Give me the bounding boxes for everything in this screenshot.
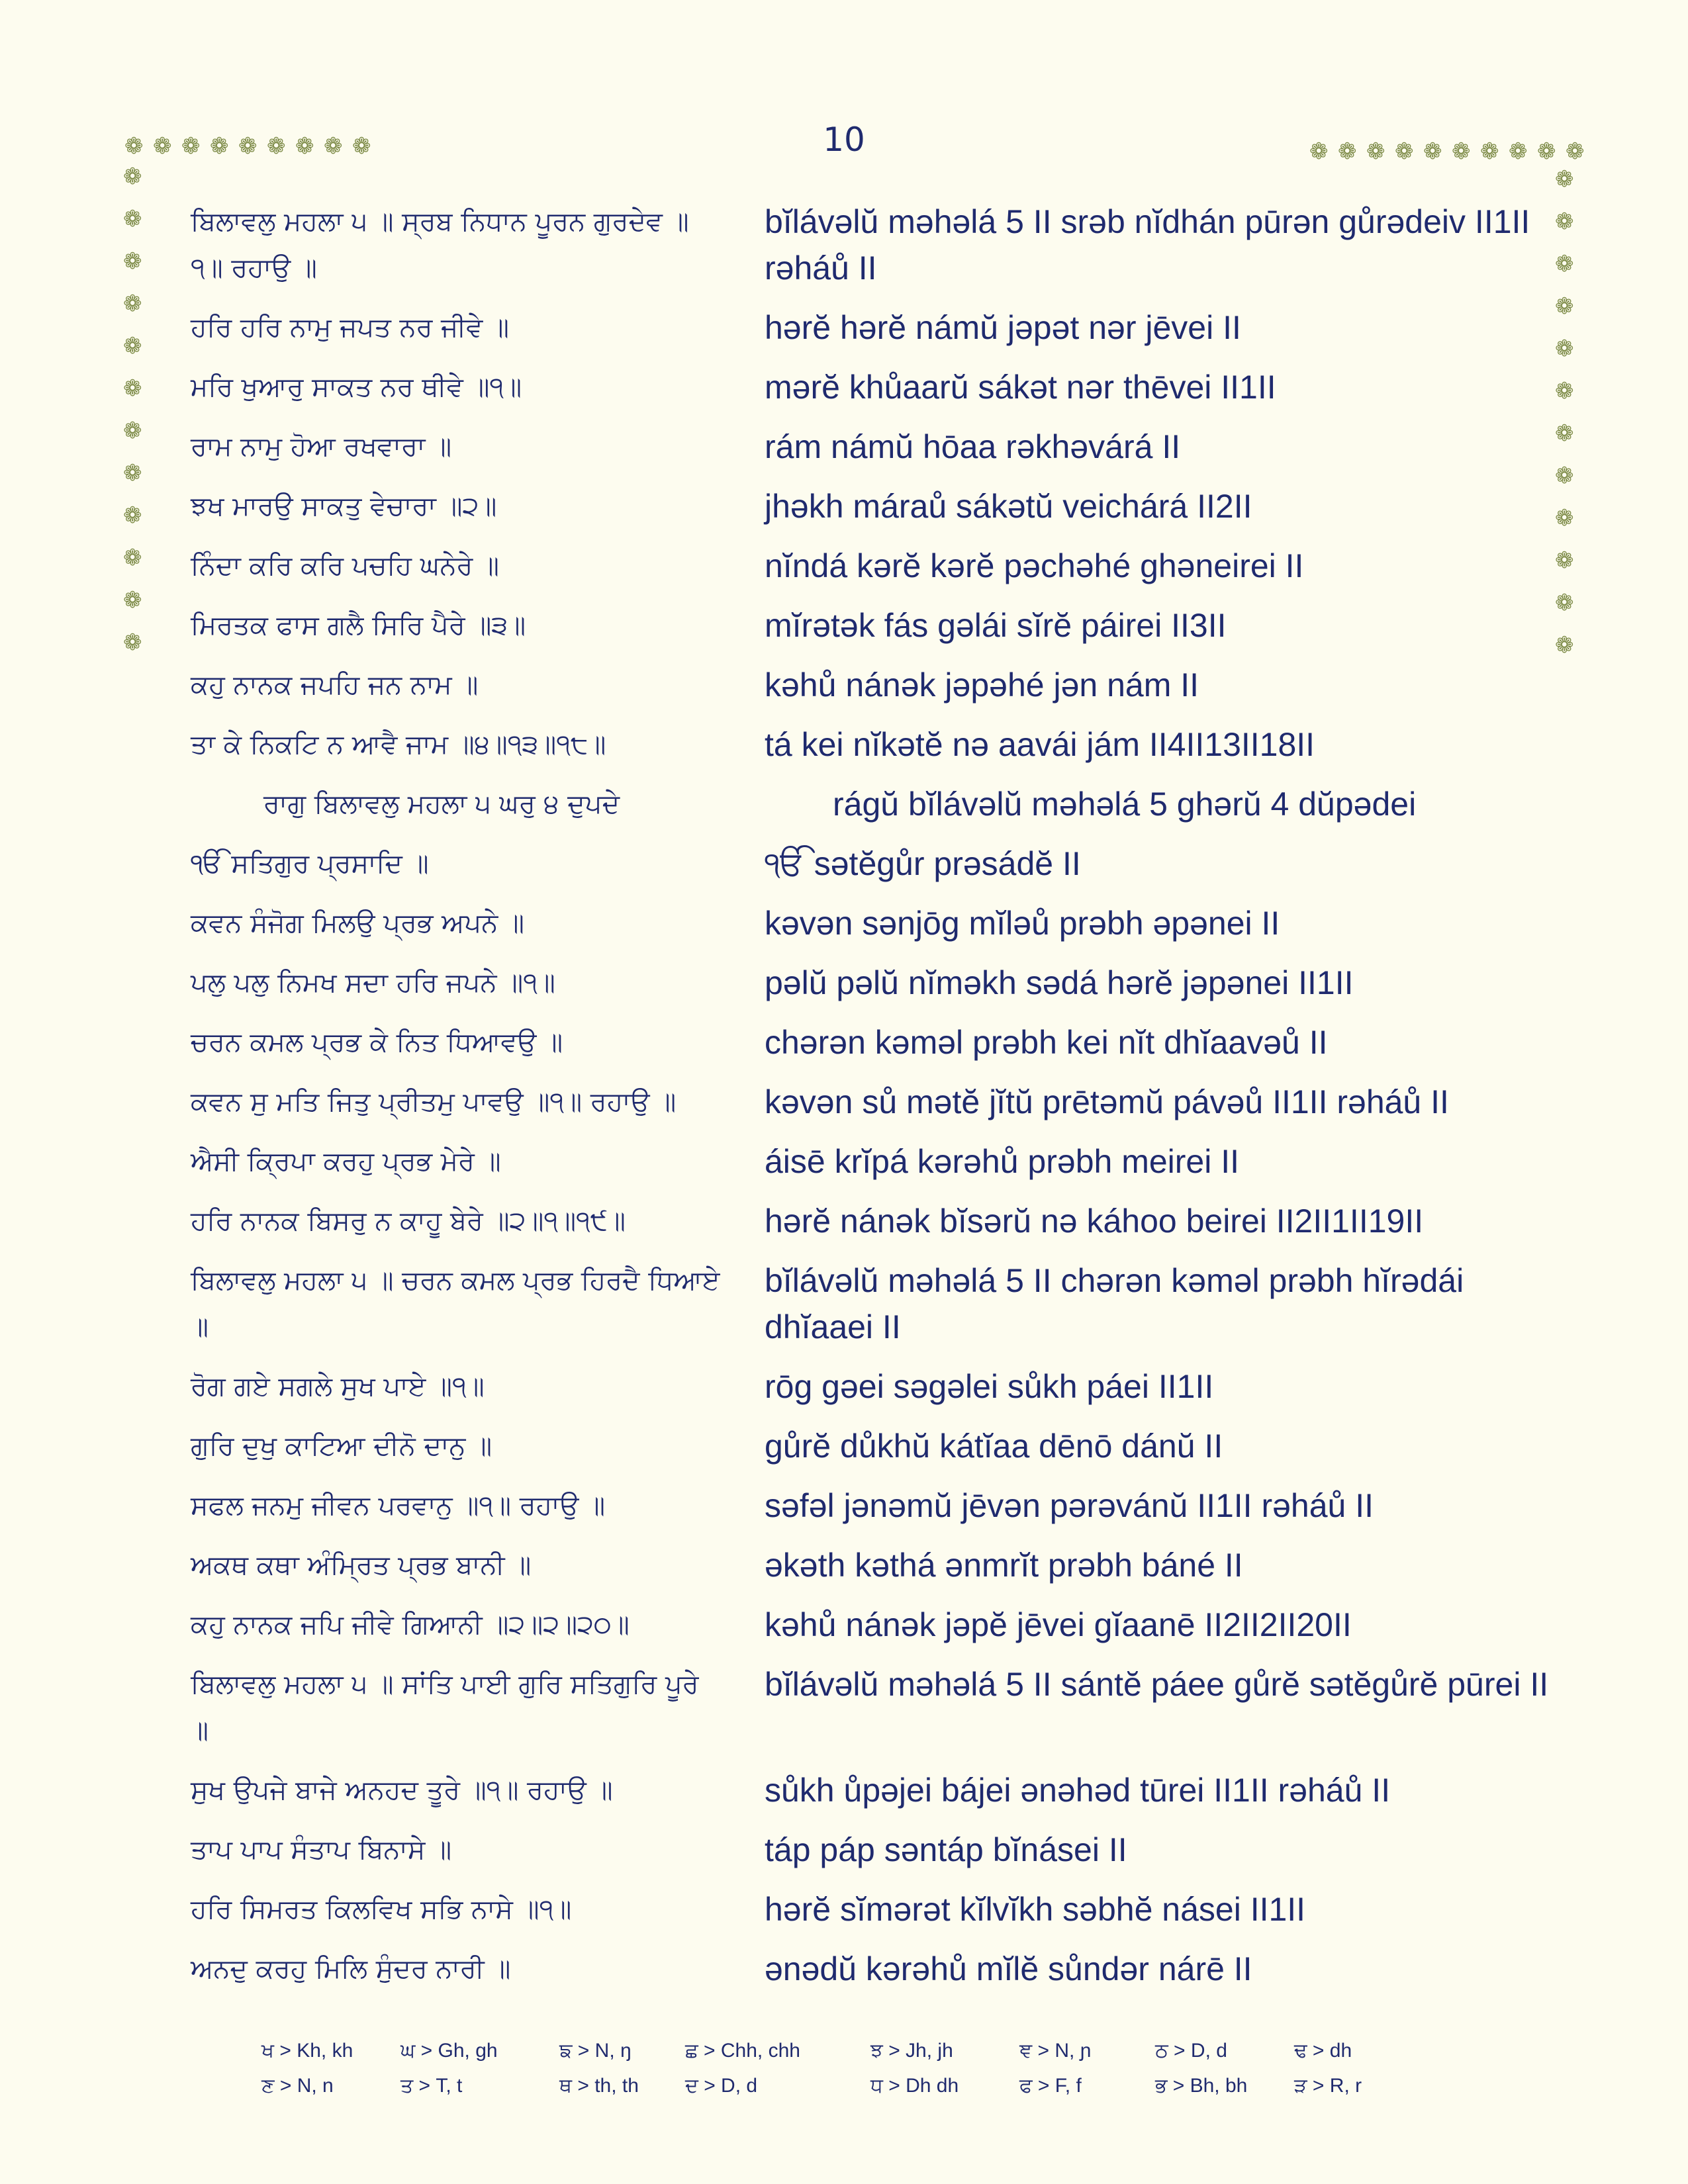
transliteration-text: mərĕ khůaarŭ sákət nər thēvei II1II bbox=[765, 369, 1276, 406]
key-entry: ਖ > Kh, kh bbox=[261, 2040, 353, 2062]
flower-icon: ❁ bbox=[1338, 138, 1357, 165]
gurmukhi-text: ਕਵਨ ਸੰਜੋਗ ਮਿਲਉ ਪ੍ਰਭ ਅਪਨੇ ॥ bbox=[191, 908, 524, 938]
key-entry: ਠ > D, d bbox=[1155, 2040, 1227, 2062]
flower-icon: ❁ bbox=[1555, 251, 1574, 277]
transliteration-text: hərĕ sĭmərət kĭlvĭkh səbhĕ násei II1II bbox=[765, 1891, 1306, 1928]
gurmukhi-text: ਅਕਥ ਕਥਾ ਅੰਮ੍ਰਿਤ ਪ੍ਰਭ ਬਾਨੀ ॥ bbox=[191, 1550, 532, 1580]
transliteration-text: kəhů nánək jəpəhé jən nám II bbox=[765, 666, 1199, 704]
flower-icon: ❁ bbox=[153, 133, 172, 159]
gurmukhi-text: ਰੋਗ ਗਏ ਸਗਲੇ ਸੁਖ ਪਾਏ ॥੧॥ bbox=[191, 1371, 485, 1402]
transliteration-text: ੴ sətĕgůr prəsádĕ II bbox=[765, 845, 1081, 882]
key-entry: ਢ > dh bbox=[1294, 2040, 1352, 2062]
transliteration-text: bĭlávəlŭ məhəlá 5 II srəb nĭdhán pūrən gůrədeiv II1II rəháů II bbox=[765, 203, 1540, 287]
transliteration-text: mĭrətək fás gəlái sĭrĕ páirei II3II bbox=[765, 607, 1227, 644]
key-entry: ਭ > Bh, bh bbox=[1155, 2075, 1248, 2097]
flower-icon: ❁ bbox=[1566, 138, 1585, 165]
key-entry: ਫ > F, f bbox=[1019, 2075, 1082, 2097]
gurmukhi-text: ਹਰਿ ਹਰਿ ਨਾਮੁ ਜਪਤ ਨਰ ਜੀਵੇ ॥ bbox=[191, 312, 510, 343]
flower-icon: ❁ bbox=[1537, 138, 1556, 165]
flower-icon: ❁ bbox=[1309, 138, 1329, 165]
gurmukhi-text: ਝਖ ਮਾਰਉ ਸਾਕਤੁ ਵੇਚਾਰਾ ॥੨॥ bbox=[191, 491, 497, 522]
transliteration-text: səfəl jənəmŭ jēvən pərəvánŭ II1II rəháů II bbox=[765, 1487, 1374, 1524]
gurmukhi-text: ਸਫਲ ਜਨਮੁ ਜੀਵਨ ਪਰਵਾਨੁ ॥੧॥ ਰਹਾਉ ॥ bbox=[191, 1490, 606, 1521]
transliteration-text: áisē krĭpá kərəhů prəbh meirei II bbox=[765, 1143, 1240, 1180]
gurmukhi-text: ਤਾਪ ਪਾਪ ਸੰਤਾਪ ਬਿਨਾਸੇ ॥ bbox=[191, 1835, 452, 1865]
transliteration-text: kəhů nánək jəpĕ jēvei gĭaanē II2II2II20II bbox=[765, 1606, 1352, 1643]
flower-icon: ❁ bbox=[1555, 505, 1574, 531]
flower-icon: ❁ bbox=[352, 133, 371, 159]
flower-icon: ❁ bbox=[123, 291, 142, 317]
gurmukhi-text: ਚਰਨ ਕਮਲ ਪ੍ਰਭ ਕੇ ਨਿਤ ਧਿਆਵਉ ॥ bbox=[191, 1027, 563, 1058]
page-number: 10 bbox=[823, 120, 865, 159]
flower-icon: ❁ bbox=[123, 587, 142, 614]
transliteration-text: rám námŭ hōaa rəkhəvárá II bbox=[765, 428, 1181, 465]
flower-icon: ❁ bbox=[1555, 463, 1574, 489]
flower-icon: ❁ bbox=[123, 163, 142, 190]
transliteration-text: jhəkh máraů sákətŭ veichárá II2II bbox=[765, 488, 1252, 525]
flower-icon: ❁ bbox=[238, 133, 258, 159]
gurmukhi-text: ਹਰਿ ਨਾਨਕ ਬਿਸਰੁ ਨ ਕਾਹੂ ਬੇਰੇ ॥੨॥੧॥੧੯॥ bbox=[191, 1206, 626, 1236]
flower-icon: ❁ bbox=[324, 133, 343, 159]
gurmukhi-text: ਬਿਲਾਵਲੁ ਮਹਲਾ ੫ ॥ ਚਰਨ ਕਮਲ ਪ੍ਰਭ ਹਿਰਦੈ ਧਿਆਏ ॥ bbox=[191, 1265, 729, 1342]
gurmukhi-text: ਨਿੰਦਾ ਕਰਿ ਕਰਿ ਪਚਹਿ ਘਨੇਰੇ ॥ bbox=[191, 551, 500, 581]
gurmukhi-text: ਐਸੀ ਕ੍ਰਿਪਾ ਕਰਹੁ ਪ੍ਰਭ ਮੇਰੇ ॥ bbox=[191, 1146, 501, 1177]
flower-icon: ❁ bbox=[123, 375, 142, 402]
gurmukhi-text: ਬਿਲਾਵਲੁ ਮਹਲਾ ੫ ॥ ਸਾਂਤਿ ਪਾਈ ਗੁਰਿ ਸਤਿਗੁਰਿ ਪੂਰੇ ॥ bbox=[191, 1669, 708, 1746]
key-entry: ਦ > D, d bbox=[685, 2075, 758, 2097]
key-entry: ਥ > th, th bbox=[559, 2075, 639, 2097]
gurmukhi-text: ਕਵਨ ਸੁ ਮਤਿ ਜਿਤੁ ਪ੍ਰੀਤਮੁ ਪਾਵਉ ॥੧॥ ਰਹਾਉ ॥ bbox=[191, 1087, 677, 1117]
transliteration-text: gůrĕ důkhŭ kátĭaa dēnō dánŭ II bbox=[765, 1428, 1223, 1465]
transliteration-text: táp páp səntáp bĭnásei II bbox=[765, 1831, 1127, 1868]
transliteration-text: pəlŭ pəlŭ nĭməkh sədá hərĕ jəpənei II1II bbox=[765, 964, 1354, 1001]
transliteration-text: əkəth kəthá ənmrĭt prəbh báné II bbox=[765, 1547, 1243, 1584]
flower-icon: ❁ bbox=[295, 133, 314, 159]
gurmukhi-text: ਮਿਰਤਕ ਫਾਸ ਗਲੈ ਸਿਰਿ ਪੈਰੇ ॥੩॥ bbox=[191, 610, 526, 641]
flower-icon: ❁ bbox=[1395, 138, 1414, 165]
gurmukhi-text: ਪਲੁ ਪਲੁ ਨਿਮਖ ਸਦਾ ਹਰਿ ਜਪਨੇ ॥੧॥ bbox=[191, 968, 555, 998]
transliteration-text: hərĕ nánək bĭsərŭ nə káhoo beirei II2II1II19II bbox=[765, 1203, 1424, 1240]
key-entry: ਞ > N, ɲ bbox=[1019, 2040, 1092, 2062]
transliteration-text: bĭlávəlŭ məhəlá 5 II chərən kəməl prəbh hĭrədái dhĭaaei II bbox=[765, 1262, 1474, 1345]
flower-icon: ❁ bbox=[123, 206, 142, 232]
flower-icon: ❁ bbox=[123, 502, 142, 529]
gurmukhi-text: ਰਾਗੁ ਬਿਲਾਵਲੁ ਮਹਲਾ ੫ ਘਰੁ ੪ ਦੁਪਦੇ bbox=[263, 789, 620, 819]
flower-icon: ❁ bbox=[123, 545, 142, 571]
flower-icon: ❁ bbox=[1452, 138, 1471, 165]
flower-icon: ❁ bbox=[1555, 166, 1574, 193]
key-entry: ੜ > R, r bbox=[1294, 2075, 1362, 2097]
gurmukhi-text: ਕਹੁ ਨਾਨਕ ਜਪਹਿ ਜਨ ਨਾਮ ॥ bbox=[191, 670, 479, 700]
flower-icon: ❁ bbox=[1555, 632, 1574, 659]
flower-icon: ❁ bbox=[1423, 138, 1442, 165]
gurmukhi-text: ਰਾਮ ਨਾਮੁ ਹੋਆ ਰਖਵਾਰਾ ॥ bbox=[191, 432, 452, 462]
flower-icon: ❁ bbox=[1555, 378, 1574, 404]
flower-icon: ❁ bbox=[1366, 138, 1385, 165]
transliteration-text: kəvən sů mətĕ jĭtŭ prētəmŭ pávəů II1II rəháů II bbox=[765, 1083, 1449, 1120]
transliteration-text: kəvən sənjōg mĭləů prəbh əpənei II bbox=[765, 905, 1280, 942]
flower-icon: ❁ bbox=[1509, 138, 1528, 165]
transliteration-text: sůkh ůpəjei bájei ənəhəd tūrei II1II rəháů II bbox=[765, 1772, 1391, 1809]
flower-icon: ❁ bbox=[1555, 547, 1574, 574]
transliteration-text: bĭlávəlŭ məhəlá 5 II sántĕ páee gůrĕ sətĕgůrĕ pūrei II bbox=[765, 1666, 1549, 1703]
transliteration-text: rōg gəei səgəlei sůkh páei II1II bbox=[765, 1368, 1214, 1405]
flower-icon: ❁ bbox=[123, 418, 142, 444]
key-entry: ਝ > Jh, jh bbox=[870, 2040, 953, 2062]
flower-icon: ❁ bbox=[267, 133, 286, 159]
transliteration-text: ənədŭ kərəhů mĭlĕ sůndər nárē II bbox=[765, 1950, 1252, 1987]
flower-icon: ❁ bbox=[1555, 208, 1574, 235]
gurmukhi-text: ਤਾ ਕੇ ਨਿਕਟਿ ਨ ਆਵੈ ਜਾਮ ॥੪॥੧੩॥੧੮॥ bbox=[191, 729, 606, 760]
gurmukhi-text: ਹਰਿ ਸਿਮਰਤ ਕਿਲਵਿਖ ਸਭਿ ਨਾਸੇ ॥੧॥ bbox=[191, 1894, 572, 1925]
gurmukhi-text: ਗੁਰਿ ਦੁਖੁ ਕਾਟਿਆ ਦੀਨੋ ਦਾਨੁ ॥ bbox=[191, 1431, 492, 1461]
key-entry: ਙ > N, ŋ bbox=[559, 2040, 632, 2062]
transliteration-text: rágŭ bĭlávəlŭ məhəlá 5 ghərŭ 4 dŭpədei bbox=[833, 786, 1417, 823]
flower-icon: ❁ bbox=[1555, 293, 1574, 320]
flower-icon: ❁ bbox=[124, 133, 144, 159]
flower-icon: ❁ bbox=[1555, 420, 1574, 447]
flower-icon: ❁ bbox=[123, 248, 142, 275]
flower-icon: ❁ bbox=[210, 133, 229, 159]
flower-icon: ❁ bbox=[1555, 336, 1574, 362]
flower-icon: ❁ bbox=[123, 629, 142, 656]
key-entry: ਧ > Dh dh bbox=[870, 2075, 959, 2097]
flower-icon: ❁ bbox=[1480, 138, 1499, 165]
gurmukhi-text: ੴ ਸਤਿਗੁਰ ਪ੍ਰਸਾਦਿ ॥ bbox=[191, 848, 429, 879]
gurmukhi-text: ਮਰਿ ਖੁਆਰੁ ਸਾਕਤ ਨਰ ਥੀਵੇ ॥੧॥ bbox=[191, 372, 522, 402]
key-entry: ਤ > T, t bbox=[400, 2075, 463, 2097]
key-entry: ਘ > Gh, gh bbox=[400, 2040, 498, 2062]
transliteration-text: nĭndá kərĕ kərĕ pəchəhé ghəneirei II bbox=[765, 547, 1304, 584]
flower-icon: ❁ bbox=[123, 460, 142, 486]
flower-icon: ❁ bbox=[1555, 590, 1574, 616]
gurmukhi-text: ਸੁਖ ਉਪਜੇ ਬਾਜੇ ਅਨਹਦ ਤੂਰੇ ॥੧॥ ਰਹਾਉ ॥ bbox=[191, 1775, 613, 1805]
flower-icon: ❁ bbox=[123, 333, 142, 359]
transliteration-text: hərĕ hərĕ námŭ jəpət nər jēvei II bbox=[765, 309, 1241, 346]
transliteration-text: chərən kəməl prəbh kei nĭt dhĭaavəů II bbox=[765, 1024, 1328, 1061]
gurmukhi-text: ਕਹੁ ਨਾਨਕ ਜਪਿ ਜੀਵੇ ਗਿਆਨੀ ॥੨॥੨॥੨੦॥ bbox=[191, 1610, 630, 1640]
gurmukhi-text: ਅਨਦੁ ਕਰਹੁ ਮਿਲਿ ਸੁੰਦਰ ਨਾਰੀ ॥ bbox=[191, 1954, 511, 1984]
gurmukhi-text: ਬਿਲਾਵਲੁ ਮਹਲਾ ੫ ॥ ਸ੍ਰਬ ਨਿਧਾਨ ਪੂਰਨ ਗੁਰਦੇਵ ॥੧॥ ਰਹਾਉ ॥ bbox=[191, 206, 689, 283]
flower-icon: ❁ bbox=[181, 133, 201, 159]
transliteration-text: tá kei nĭkətĕ nə aavái jám II4II13II18II bbox=[765, 726, 1315, 763]
key-entry: ਣ > N, n bbox=[261, 2075, 334, 2097]
key-entry: ਛ > Chh, chh bbox=[685, 2040, 800, 2062]
